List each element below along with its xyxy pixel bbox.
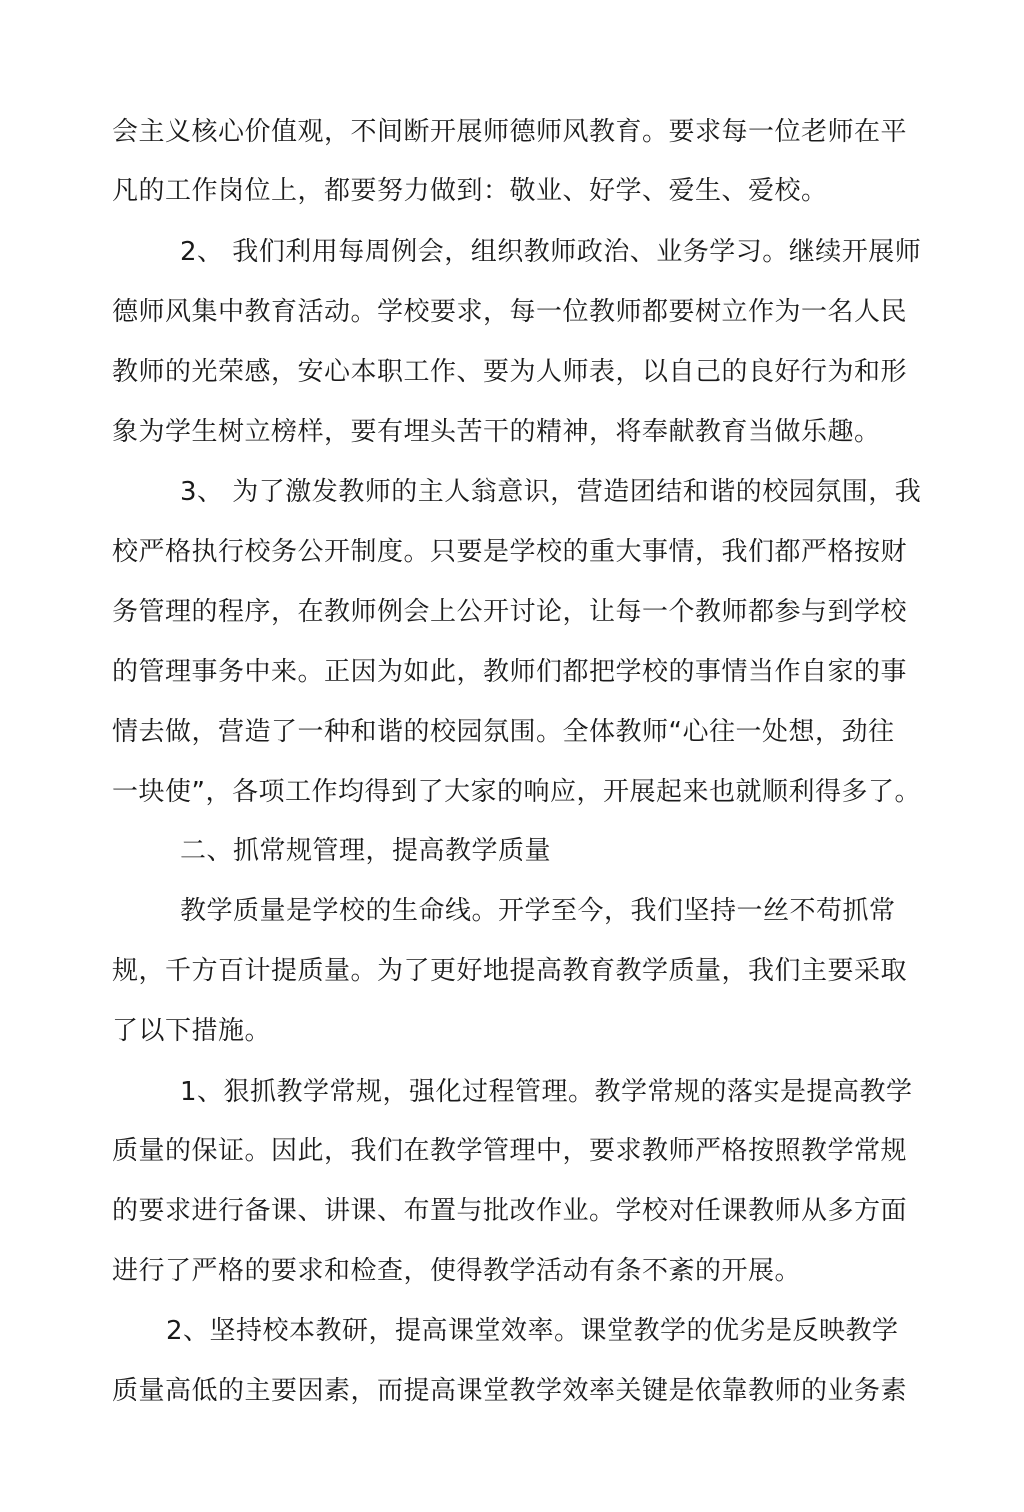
paragraph-line: 教学质量是学校的生命线。开学至今，我们坚持一丝不苟抓常 xyxy=(180,896,896,926)
paragraph-line: 质量高低的主要因素，而提高课堂教学效率关键是依靠教师的业务素 xyxy=(112,1376,908,1406)
paragraph-line: 1、狠抓教学常规，强化过程管理。教学常规的落实是提高教学 xyxy=(180,1077,913,1107)
paragraph-line: 务管理的程序，在教师例会上公开讨论，让每一个教师都参与到学校 xyxy=(112,597,908,627)
paragraph-line: 象为学生树立榜样，要有埋头苦干的精神，将奉献教育当做乐趣。 xyxy=(112,417,881,447)
paragraph-line: 会主义核心价值观，不间断开展师德师风教育。要求每一位老师在平 xyxy=(112,117,908,147)
paragraph-line: 教师的光荣感，安心本职工作、要为人师表，以自己的良好行为和形 xyxy=(112,357,908,387)
paragraph-line: 2、坚持校本教研，提高课堂效率。课堂教学的优劣是反映教学 xyxy=(166,1316,899,1346)
paragraph-line: 规，千方百计提质量。为了更好地提高教育教学质量，我们主要采取 xyxy=(112,956,908,986)
paragraph-line: 一块使”，各项工作均得到了大家的响应，开展起来也就顺利得多了。 xyxy=(112,777,921,807)
section-heading: 二、抓常规管理，提高教学质量 xyxy=(180,836,552,866)
paragraph-line: 的要求进行备课、讲课、布置与批改作业。学校对任课教师从多方面 xyxy=(112,1196,908,1226)
paragraph-line: 3、 为了激发教师的主人翁意识，营造团结和谐的校园氛围，我 xyxy=(180,477,922,507)
paragraph-line: 了以下措施。 xyxy=(112,1016,272,1046)
paragraph-line: 2、 我们利用每周例会，组织教师政治、业务学习。继续开展师 xyxy=(180,237,922,267)
paragraph-line: 校严格执行校务公开制度。只要是学校的重大事情，我们都严格按财 xyxy=(112,537,908,567)
paragraph-line: 德师风集中教育活动。学校要求，每一位教师都要树立作为一名人民 xyxy=(112,297,908,327)
paragraph-line: 质量的保证。因此，我们在教学管理中，要求教师严格按照教学常规 xyxy=(112,1136,908,1166)
paragraph-line: 的管理事务中来。正因为如此，教师们都把学校的事情当作自家的事 xyxy=(112,657,908,687)
paragraph-line: 情去做，营造了一种和谐的校园氛围。全体教师“心往一处想，劲往 xyxy=(112,717,895,747)
paragraph-line: 凡的工作岗位上，都要努力做到：敬业、好学、爱生、爱校。 xyxy=(112,176,828,206)
paragraph-line: 进行了严格的要求和检查，使得教学活动有条不紊的开展。 xyxy=(112,1256,802,1286)
